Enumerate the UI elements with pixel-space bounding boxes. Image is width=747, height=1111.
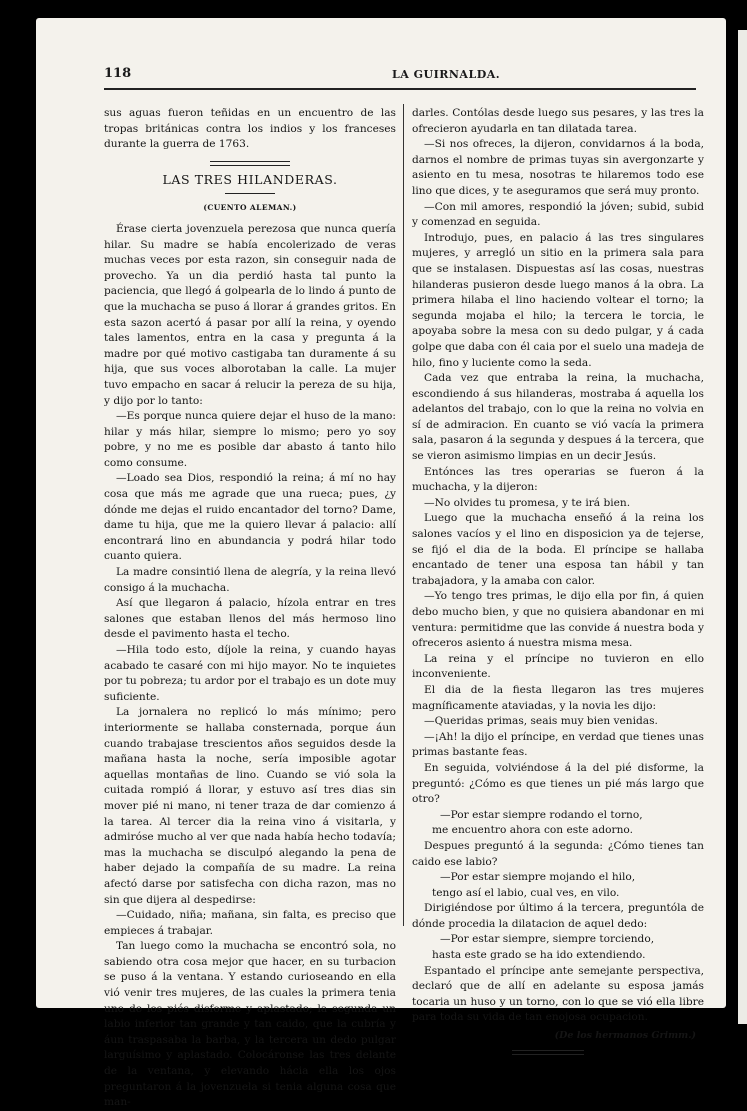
page-header [68, 60, 700, 90]
story-paragraph: Dirigiéndose por último á la tercera, preguntóla de dónde procedia la dilatacion de aquel dedo: [412, 902, 704, 930]
story-paragraph: Introdujo, pues, en palacio á las tres singulares mujeres, y arregló un sitio en la primera sala para que se instalasen. Dispuestas así las cosas, nuestras hilanderas pusieron desde luego manos á la obra. La primera hilaba el lino haciendo voltear el torno; la segunda mojaba el hilo; la tercera le torcia, le apoyaba sobre la mesa con su dedo pulgar, y á cada golpe que daba con él caia por el suelo una madeja de hilo, fino y luciente como la seda. [412, 231, 704, 369]
story-attribution: (De los hermanos Grimm.) [554, 1030, 696, 1042]
story-paragraph: Entónces las tres operarias se fueron á la muchacha, y la dijeron: [412, 465, 704, 494]
story-paragraph: —Hila todo esto, díjole la reina, y cuando hayas acabado te casaré con mi hijo mayor. No te inquietes por tu pobreza; tu ardor por el trabajo es un dote muy suficiente. [104, 644, 396, 703]
header-rule [104, 88, 696, 90]
story-paragraph: —Si nos ofreces, la dijeron, convidarnos á la boda, darnos el nombre de primas tuyas sin avergonzarte y asiento en tu mesa, nosotras te hilaremos todo ese lino que dices, y te aseguramos que será muy pronto. [412, 138, 704, 197]
story-paragraph: Despues preguntó á la segunda: ¿Cómo tienes tan caido ese labio? [412, 839, 704, 868]
verse-line: —Por estar siempre, siempre torciendo, [440, 933, 655, 946]
story-paragraph: —Cuidado, niña; mañana, sin falta, es preciso que empieces á trabajar. [104, 909, 396, 937]
story-subtitle: (CUENTO ALEMAN.) [203, 203, 297, 213]
story-paragraph: Así que llegaron á palacio, hízola entrar en tres salones que estaban llenos del más hermoso lino desde el pavimento hasta el techo. [104, 597, 396, 641]
story-paragraph: darles. Contólas desde luego sus pesares, y las tres la ofrecieron ayudarla en tan dilatada tarea. [412, 107, 704, 135]
intro-paragraph: sus aguas fueron teñidas en un encuentro de las tropas británicas contra los indios y los franceses durante la guerra de 1763. [104, 107, 396, 151]
story-paragraph: Luego que la muchacha enseñó á la reina los salones vacíos y el lino en disposicion ya de tejerse, se fijó el dia de la boda. El príncipe se hallaba encantado de tener una esposa tan hábil y tan trabajadora, y la amaba con calor. [412, 512, 704, 587]
verse-line: me encuentro ahora con este adorno. [432, 824, 633, 837]
title-rule [210, 161, 290, 166]
story-paragraph: —Con mil amores, respondió la jóven; subid, subid y comenzad en seguida. [412, 200, 704, 229]
story-paragraph: —Queridas primas, seais muy bien venidas. [424, 715, 658, 728]
verse-line: —Por estar siempre rodando el torno, [440, 808, 643, 821]
story-paragraph: Érase cierta jovenzuela perezosa que nunca quería hilar. Su madre se había encolerizado de veras muchas veces por esta razon, sin conseguir nada de provecho. Ya un dia perdió hasta tal punto la paciencia, que llegó á golpearla de lo lindo á punto de que la muchacha se puso á llorar á grandes gritos. En esta sazon acertó á pasar por allí la reina, y oyendo tales lamentos, entra en la casa y pregunta á la madre por qué motivo castigaba tan duramente á su hija, que sus voces alborotaban la calle. La mujer tuvo empacho en sacar á relucir la pereza de su hija, y dijo por lo tanto: [104, 222, 396, 407]
story-paragraph: —¡Ah! la dijo el príncipe, en verdad que tienes unas primas bastante feas. [412, 730, 704, 759]
story-paragraph: La jornalera no replicó lo más mínimo; pero interiormente se hallaba consternada, porque áun cuando trabajase trescientos años seguidos desde la mañana hasta la noche, sería imposible agotar aquellas montañas de lino. Cuando se vió sola la cuitada rompió á llorar, y estuvo así tres dias sin mover pié ni mano, ni tener traza de dar comienzo á la tarea. Al tercer dia la reina vino á visitarla, y admiróse mucho al ver que nada había hecho todavía; mas la muchacha se disculpó alegando la pena de haber dejado la compañía de su madre. La reina afectó darse por satisfecha con dicha razon, mas no sin que dijera al despedirse: [104, 706, 396, 906]
story-paragraph: —Loado sea Dios, respondió la reina; á mí no hay cosa que más me agrade que una rueca; pues, ¿y dónde me dejas el ruido encantador del torno? Dame, dame tu hija, que me la quiero llevar á palacio: allí encontrará lino en abundancia y podrá hilar todo cuanto quiera. [104, 472, 396, 563]
story-paragraph: La madre consintió llena de alegría, y la reina llevó consigo á la muchacha. [104, 566, 396, 594]
story-paragraph: —No olvides tu promesa, y te irá bien. [424, 496, 631, 509]
running-title: LA GUIRNALDA. [392, 68, 501, 81]
end-rule [512, 1050, 584, 1055]
adjacent-page-edge [738, 30, 747, 1024]
verse-line: hasta este grado se ha ido extendiendo. [432, 949, 646, 962]
right-column-text [412, 106, 704, 1026]
story-paragraph: El dia de la fiesta llegaron las tres mujeres magníficamente ataviadas, y la novia les dijo: [412, 683, 704, 712]
right-column [412, 106, 704, 1055]
column-divider [403, 104, 404, 926]
story-paragraph: —Yo tengo tres primas, le dijo ella por fin, á quien debo mucho bien, y que no quisiera abandonar en mi ventura: permitidme que las convide á nuestra boda y ofreceros asiento á nuestra misma mesa. [412, 590, 704, 650]
story-paragraph: La reina y el príncipe no tuvieron en ello inconveniente. [412, 652, 704, 681]
verse-line: tengo así el labio, cual ves, en vilo. [432, 886, 620, 899]
story-paragraph: Espantado el príncipe ante semejante perspectiva, declaró que de allí en adelante su esposa jamás tocaria un huso y un torno, con lo que se vió ella libre para toda su vida de tan enojosa ocupacion. [412, 964, 704, 1024]
story-paragraph: Tan luego como la muchacha se encontró sola, no sabiendo otra cosa mejor que hacer, en su turbacion se puso á la ventana. Y estando curioseando en ella vió venir tres mujeres, de las cuales la primera tenia uno de los piés disforme y aplastado; la segunda un labio inferior tan grande y tan caido, que la cubría y áun traspasaba la barba, y la tercera un dedo pulgar larguísimo y aplastado. Colocáronse las tres delante de la ventana, y elevando hácia ella los ojos preguntaron á la jovenzuela si tenia alguna cosa que man- [104, 940, 396, 1109]
story-paragraph: En seguida, volviéndose á la del pié disforme, la preguntó: ¿Cómo es que tienes un pié más largo que otro? [412, 761, 704, 806]
story-paragraph: Cada vez que entraba la reina, la muchacha, escondiendo á sus hilanderas, mostraba á aquella los adelantos del trabajo, con lo que la reina no volvia en sí de admiracion. En cuanto se vió vacía la primera sala, pasaron á la segunda y despues á la tercera, que se vieron asimismo limpias en un decir Jesús. [412, 372, 704, 463]
title-underline [225, 193, 275, 194]
story-title: LAS TRES HILANDERAS. [162, 171, 338, 187]
page-number: 118 [104, 66, 132, 81]
story-paragraph: —Es porque nunca quiere dejar el huso de la mano: hilar y más hilar, siempre lo mismo; pero yo soy pobre, y no me es posible dar abasto á tanto hilo como consume. [104, 410, 396, 469]
left-column [104, 106, 396, 1111]
verse-line: —Por estar siempre mojando el hilo, [440, 871, 636, 884]
